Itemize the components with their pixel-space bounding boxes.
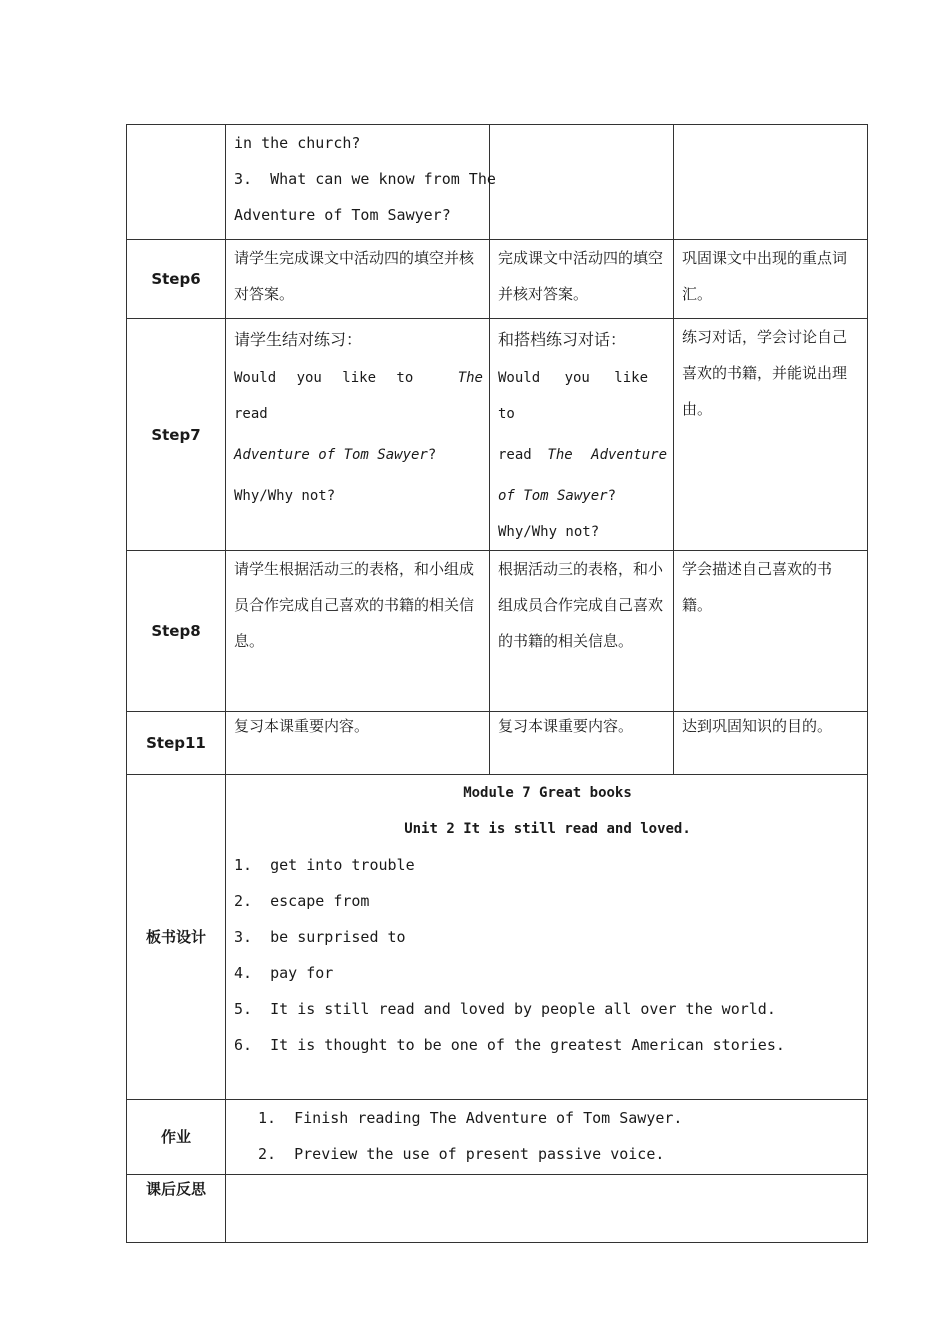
teacher-activity-cell <box>226 319 490 551</box>
board-title: Module 7 Great books <box>463 785 632 801</box>
purpose-cell <box>674 125 868 240</box>
student-activity-cell <box>490 319 674 551</box>
teacher-activity-cell: 复习本课重要内容。 <box>226 712 490 775</box>
step-label: Step11 <box>127 712 226 775</box>
question-mark: ? <box>427 447 437 463</box>
table-row-homework <box>127 1100 868 1175</box>
step-label: Step8 <box>127 551 226 712</box>
text-line <box>234 360 483 432</box>
purpose-cell: 巩固课文中出现的重点词汇。 <box>674 240 868 319</box>
homework-item: 2. Preview the use of present passive voice. <box>258 1145 665 1163</box>
text-line: Would you like to <box>498 370 649 422</box>
book-title: The Adventure <box>547 447 667 463</box>
student-activity-cell: 根据活动三的表格，和小组成员合作完成自己喜欢的书籍的相关信息。 <box>490 551 674 712</box>
board-design-cell <box>226 775 868 1100</box>
book-title: of Tom Sawyer <box>498 488 608 504</box>
teacher-activity-cell <box>226 125 496 240</box>
text-word: read <box>498 447 532 463</box>
lesson-plan-table <box>126 124 868 1243</box>
purpose-cell: 达到巩固知识的目的。 <box>674 712 868 775</box>
text-line: 请学生结对练习： <box>234 330 363 349</box>
student-activity-cell: 完成课文中活动四的填空并核对答案。 <box>490 240 674 319</box>
text-line: 和搭档练习对话： <box>498 330 627 349</box>
board-item: 4. pay for <box>234 964 334 982</box>
step-cell-empty <box>127 125 226 240</box>
text-line: Adventure of Tom Sawyer? <box>234 206 451 224</box>
reflection-cell <box>226 1175 868 1243</box>
table-row-board-design <box>127 775 868 1100</box>
step-label: Step6 <box>127 240 226 319</box>
table-row-reflection <box>127 1175 868 1243</box>
teacher-activity-cell: 请学生完成课文中活动四的填空并核对答案。 <box>226 240 490 319</box>
board-design-label: 板书设计 <box>127 775 226 1100</box>
table-row-step7 <box>127 319 868 551</box>
homework-cell <box>226 1100 868 1175</box>
table-row-continued <box>127 125 868 240</box>
reflection-label: 课后反思 <box>127 1175 226 1243</box>
board-subtitle: Unit 2 It is still read and loved. <box>404 821 691 837</box>
table-row-step11 <box>127 712 868 775</box>
step-label: Step7 <box>127 319 226 551</box>
homework-item: 1. Finish reading The Adventure of Tom Sawyer. <box>258 1109 683 1127</box>
text-line: in the church? <box>234 134 361 152</box>
purpose-cell: 学会描述自己喜欢的书籍。 <box>674 551 868 712</box>
board-item: 6. It is thought to be one of the greatest American stories. <box>234 1036 785 1054</box>
table-row-step6 <box>127 240 868 319</box>
student-activity-cell: 复习本课重要内容。 <box>490 712 674 775</box>
purpose-cell: 练习对话，学会讨论自己喜欢的书籍，并能说出理由。 <box>674 319 868 551</box>
question-mark: ? <box>607 488 617 504</box>
board-item: 2. escape from <box>234 892 370 910</box>
board-item: 5. It is still read and loved by people all over the world. <box>234 1000 776 1018</box>
student-activity-cell <box>490 125 674 240</box>
teacher-activity-cell: 请学生根据活动三的表格，和小组成员合作完成自己喜欢的书籍的相关信息。 <box>226 551 490 712</box>
text-line <box>498 432 667 478</box>
table-row-step8 <box>127 551 868 712</box>
text-line <box>234 432 483 478</box>
text-line <box>498 478 667 514</box>
book-title: Adventure of Tom Sawyer <box>234 447 428 463</box>
homework-label: 作业 <box>127 1100 226 1175</box>
text-line: Why/Why not? <box>498 524 600 540</box>
text-line: 3. What can we know from The <box>234 170 496 188</box>
board-item: 1. get into trouble <box>234 856 415 874</box>
question-text: Would you like to read <box>234 370 414 422</box>
board-item: 3. be surprised to <box>234 928 406 946</box>
book-title: The <box>457 370 483 386</box>
text-line: Why/Why not? <box>234 488 336 504</box>
